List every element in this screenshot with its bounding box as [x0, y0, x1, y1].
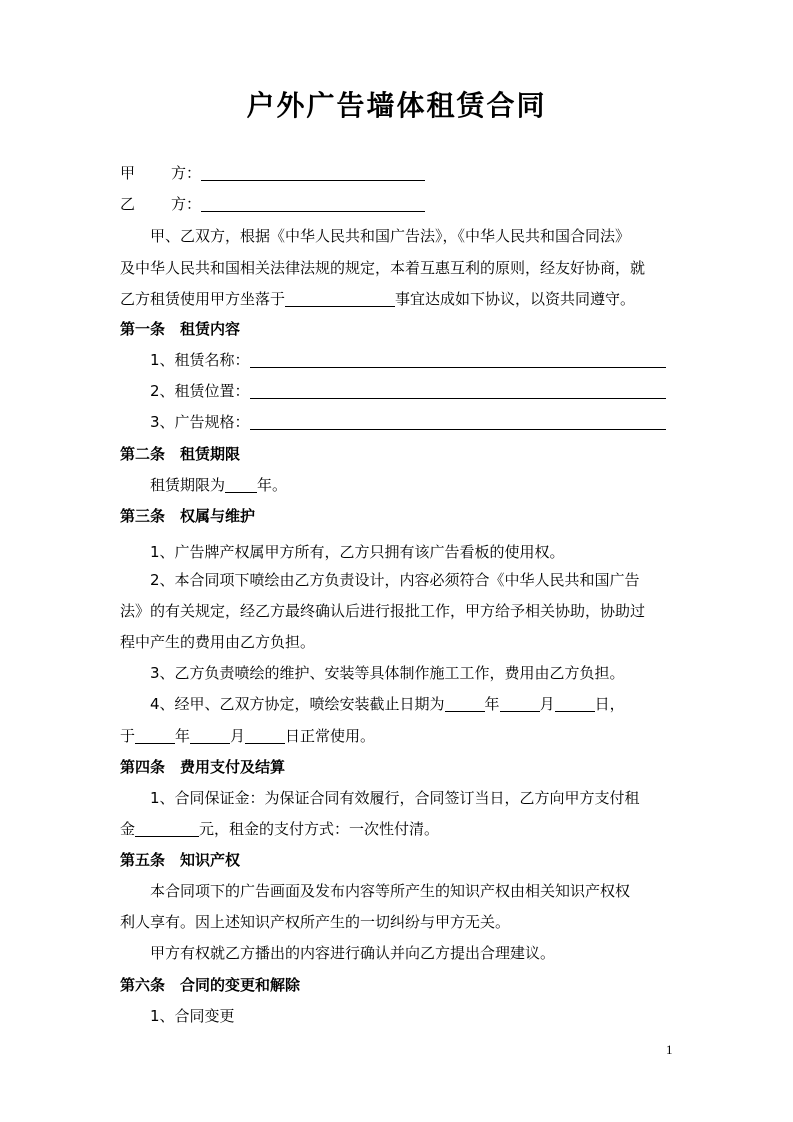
ad-spec-blank[interactable]	[250, 413, 666, 430]
document-title: 户外广告墙体租赁合同	[246, 89, 547, 122]
lease-term-unit: 年。	[257, 476, 288, 494]
deposit-label: 金	[120, 820, 136, 838]
start-day-text: 日正常使用。	[285, 727, 376, 745]
lease-name-label: 1、租赁名称：	[150, 351, 250, 369]
lease-location-blank[interactable]	[250, 382, 666, 399]
intro-line-3-b: 事宜达成如下协议，以资共同遵守。	[395, 290, 636, 308]
start-year-blank[interactable]	[135, 727, 175, 744]
intro-line-3	[120, 289, 635, 309]
article-3-p2-line-1: 2、本合同项下喷绘由乙方负责设计，内容必须符合《中华人民共和国广告	[150, 571, 640, 589]
article-6-heading: 第六条 合同的变更和解除	[120, 976, 301, 994]
deadline-year-unit: 年	[484, 695, 500, 713]
party-b-label-1: 乙	[120, 195, 136, 213]
deadline-month-blank[interactable]	[500, 695, 540, 712]
article-4-heading: 第四条 费用支付及结算	[120, 758, 286, 776]
article-5-heading: 第五条 知识产权	[120, 851, 241, 869]
intro-line-2: 及中华人民共和国相关法律法规的规定，本着互惠互利的原则，经友好协商，就	[120, 259, 646, 277]
article-3-p4-line-1	[150, 694, 625, 714]
deposit-text: 元，租金的支付方式：一次性付清。	[199, 820, 440, 838]
article-5-line-1: 本合同项下的广告画面及发布内容等所产生的知识产权由相关知识产权权	[150, 882, 631, 900]
article-3-p1: 1、广告牌产权属甲方所有，乙方只拥有该广告看板的使用权。	[150, 543, 565, 561]
lease-location-label: 2、租赁位置：	[150, 382, 250, 400]
start-month-blank[interactable]	[190, 727, 230, 744]
article-3-heading: 第三条 权属与维护	[120, 507, 256, 525]
article-4-line-2	[120, 819, 439, 839]
start-year-unit: 年	[175, 727, 191, 745]
article-3-p2-line-3: 程中产生的费用由乙方负担。	[120, 633, 316, 651]
lease-term-blank[interactable]	[225, 476, 257, 493]
page-number: 1	[666, 1042, 673, 1057]
article-4-line-1: 1、合同保证金：为保证合同有效履行，合同签订当日，乙方向甲方支付租	[150, 789, 640, 807]
party-b-blank[interactable]	[201, 195, 425, 212]
deadline-day-blank[interactable]	[555, 695, 595, 712]
party-a-label-2: 方：	[171, 164, 202, 182]
article-2-heading: 第二条 租赁期限	[120, 445, 241, 463]
deadline-month-unit: 月	[539, 695, 555, 713]
start-month-unit: 月	[230, 727, 246, 745]
intro-line-1: 甲、乙双方，根据《中华人民共和国广告法》，《中华人民共和国合同法》	[150, 227, 631, 245]
intro-line-3-a: 乙方租赁使用甲方坐落于	[120, 290, 286, 308]
deadline-year-blank[interactable]	[445, 695, 485, 712]
article-6-item-1: 1、合同变更	[150, 1007, 235, 1025]
start-day-blank[interactable]	[245, 727, 285, 744]
article-5-line-3: 甲方有权就乙方播出的内容进行确认并向乙方提出合理建议。	[150, 944, 556, 962]
party-a-blank[interactable]	[201, 164, 425, 181]
location-blank[interactable]	[285, 290, 395, 307]
article-3-p4-line-2	[120, 726, 375, 746]
party-a-label-1: 甲	[120, 164, 136, 182]
deadline-day-unit: 日，	[594, 695, 625, 713]
install-deadline-label: 4、经甲、乙双方协定，喷绘安装截止日期为	[150, 695, 445, 713]
article-1-heading: 第一条 租赁内容	[120, 320, 241, 338]
article-1-item-2	[150, 381, 666, 401]
article-3-p2-line-2: 法》的有关规定，经乙方最终确认后进行报批工作，甲方给予相关协助，协助过	[120, 602, 646, 620]
article-1-item-1	[150, 350, 666, 370]
lease-name-blank[interactable]	[250, 351, 666, 368]
deposit-amount-blank[interactable]	[135, 820, 199, 837]
start-use-label: 于	[120, 727, 136, 745]
article-1-item-3	[150, 412, 666, 432]
party-b-line	[120, 194, 425, 214]
article-5-line-2: 利人享有。因上述知识产权所产生的一切纠纷与甲方无关。	[120, 913, 511, 931]
lease-term-label: 租赁期限为	[150, 476, 226, 494]
party-b-label-2: 方：	[171, 195, 202, 213]
article-2-text	[150, 475, 287, 495]
party-a-line	[120, 163, 425, 183]
ad-spec-label: 3、广告规格：	[150, 413, 250, 431]
article-3-p3: 3、乙方负责喷绘的维护、安装等具体制作施工工作，费用由乙方负担。	[150, 664, 625, 682]
